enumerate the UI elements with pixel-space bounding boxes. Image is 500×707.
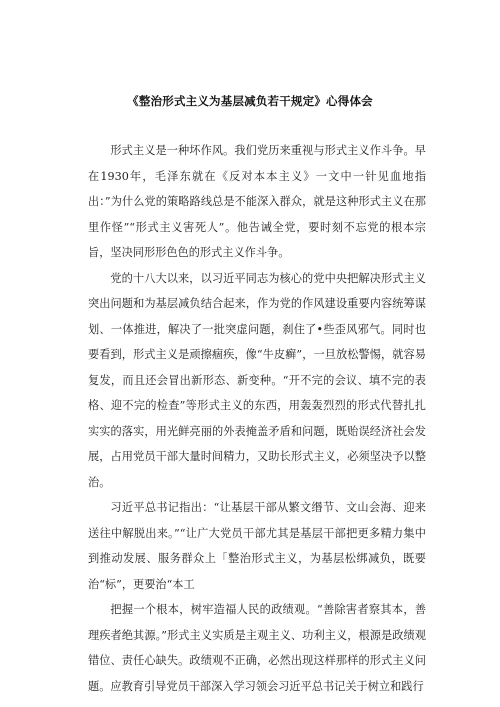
- paragraph-1: 形式主义是一种坏作风。我们党历来重视与形式主义作斗争。早在1930年，毛泽东就在《反对本本主义》一文中一针见血地指出：”为什么党的策略路线总是不能深入群众，就是这种形式主义在那里作怪”“形式主义害死人”。他告诫全党，要时刻不忘党的根本宗旨，坚决同形形色色的形式主义作斗争。: [88, 144, 426, 259]
- paragraph-2: 党的十八大以来，以习近平同志为核心的党中央把解决形式主义突出问题和为基层减负结合起来，作为党的作风建设重要内容统筹谋划、一体推进，解决了一批突虚问题，刹住了•些歪风邪气。同时也要看到，形式主义是顽擦痼疾，像“牛皮癣”，一旦放松警惕，就容易复发，而且还会冒出新形态、新变种。“开不完的会议、填不完的表格、迎不完的检查”等形式主义的东西，用轰轰烈烈的形式代替扎扎实实的落实，用光鲜亮丽的外表掩盖矛盾和问题，既贻误经济社会发展，占用党员干部大量时间精力，又助长形式主义，必须坚决予以整治。: [88, 271, 426, 489]
- paragraph-3: 习近平总书记指出：“让基层干部从繁文缗节、文山会海、迎来送往中解脱出来。”“让广大党员干部尤其是基层干部把更多精力集中到推动发展、服务群众上「整治形式主义，为基层松绑减负，既要治“标”，更要治“本工: [88, 501, 426, 591]
- document-body: [88, 138, 426, 699]
- paragraph-4: 把握一个根本，树牢造福人民的政绩观。“善除害者察其本，善理疾者绝其源。”形式主义实质是主观主义、功利主义，根源是政绩观错位、责任心缺失。政绩观不正确，必然出现这样那样的形式主义问题。应教育引导党员干部深入学习领会习近平总书记关于树立和践行: [88, 603, 426, 693]
- document-title: 《整治形式主义为基层减负若干规定》心得体会: [127, 94, 373, 108]
